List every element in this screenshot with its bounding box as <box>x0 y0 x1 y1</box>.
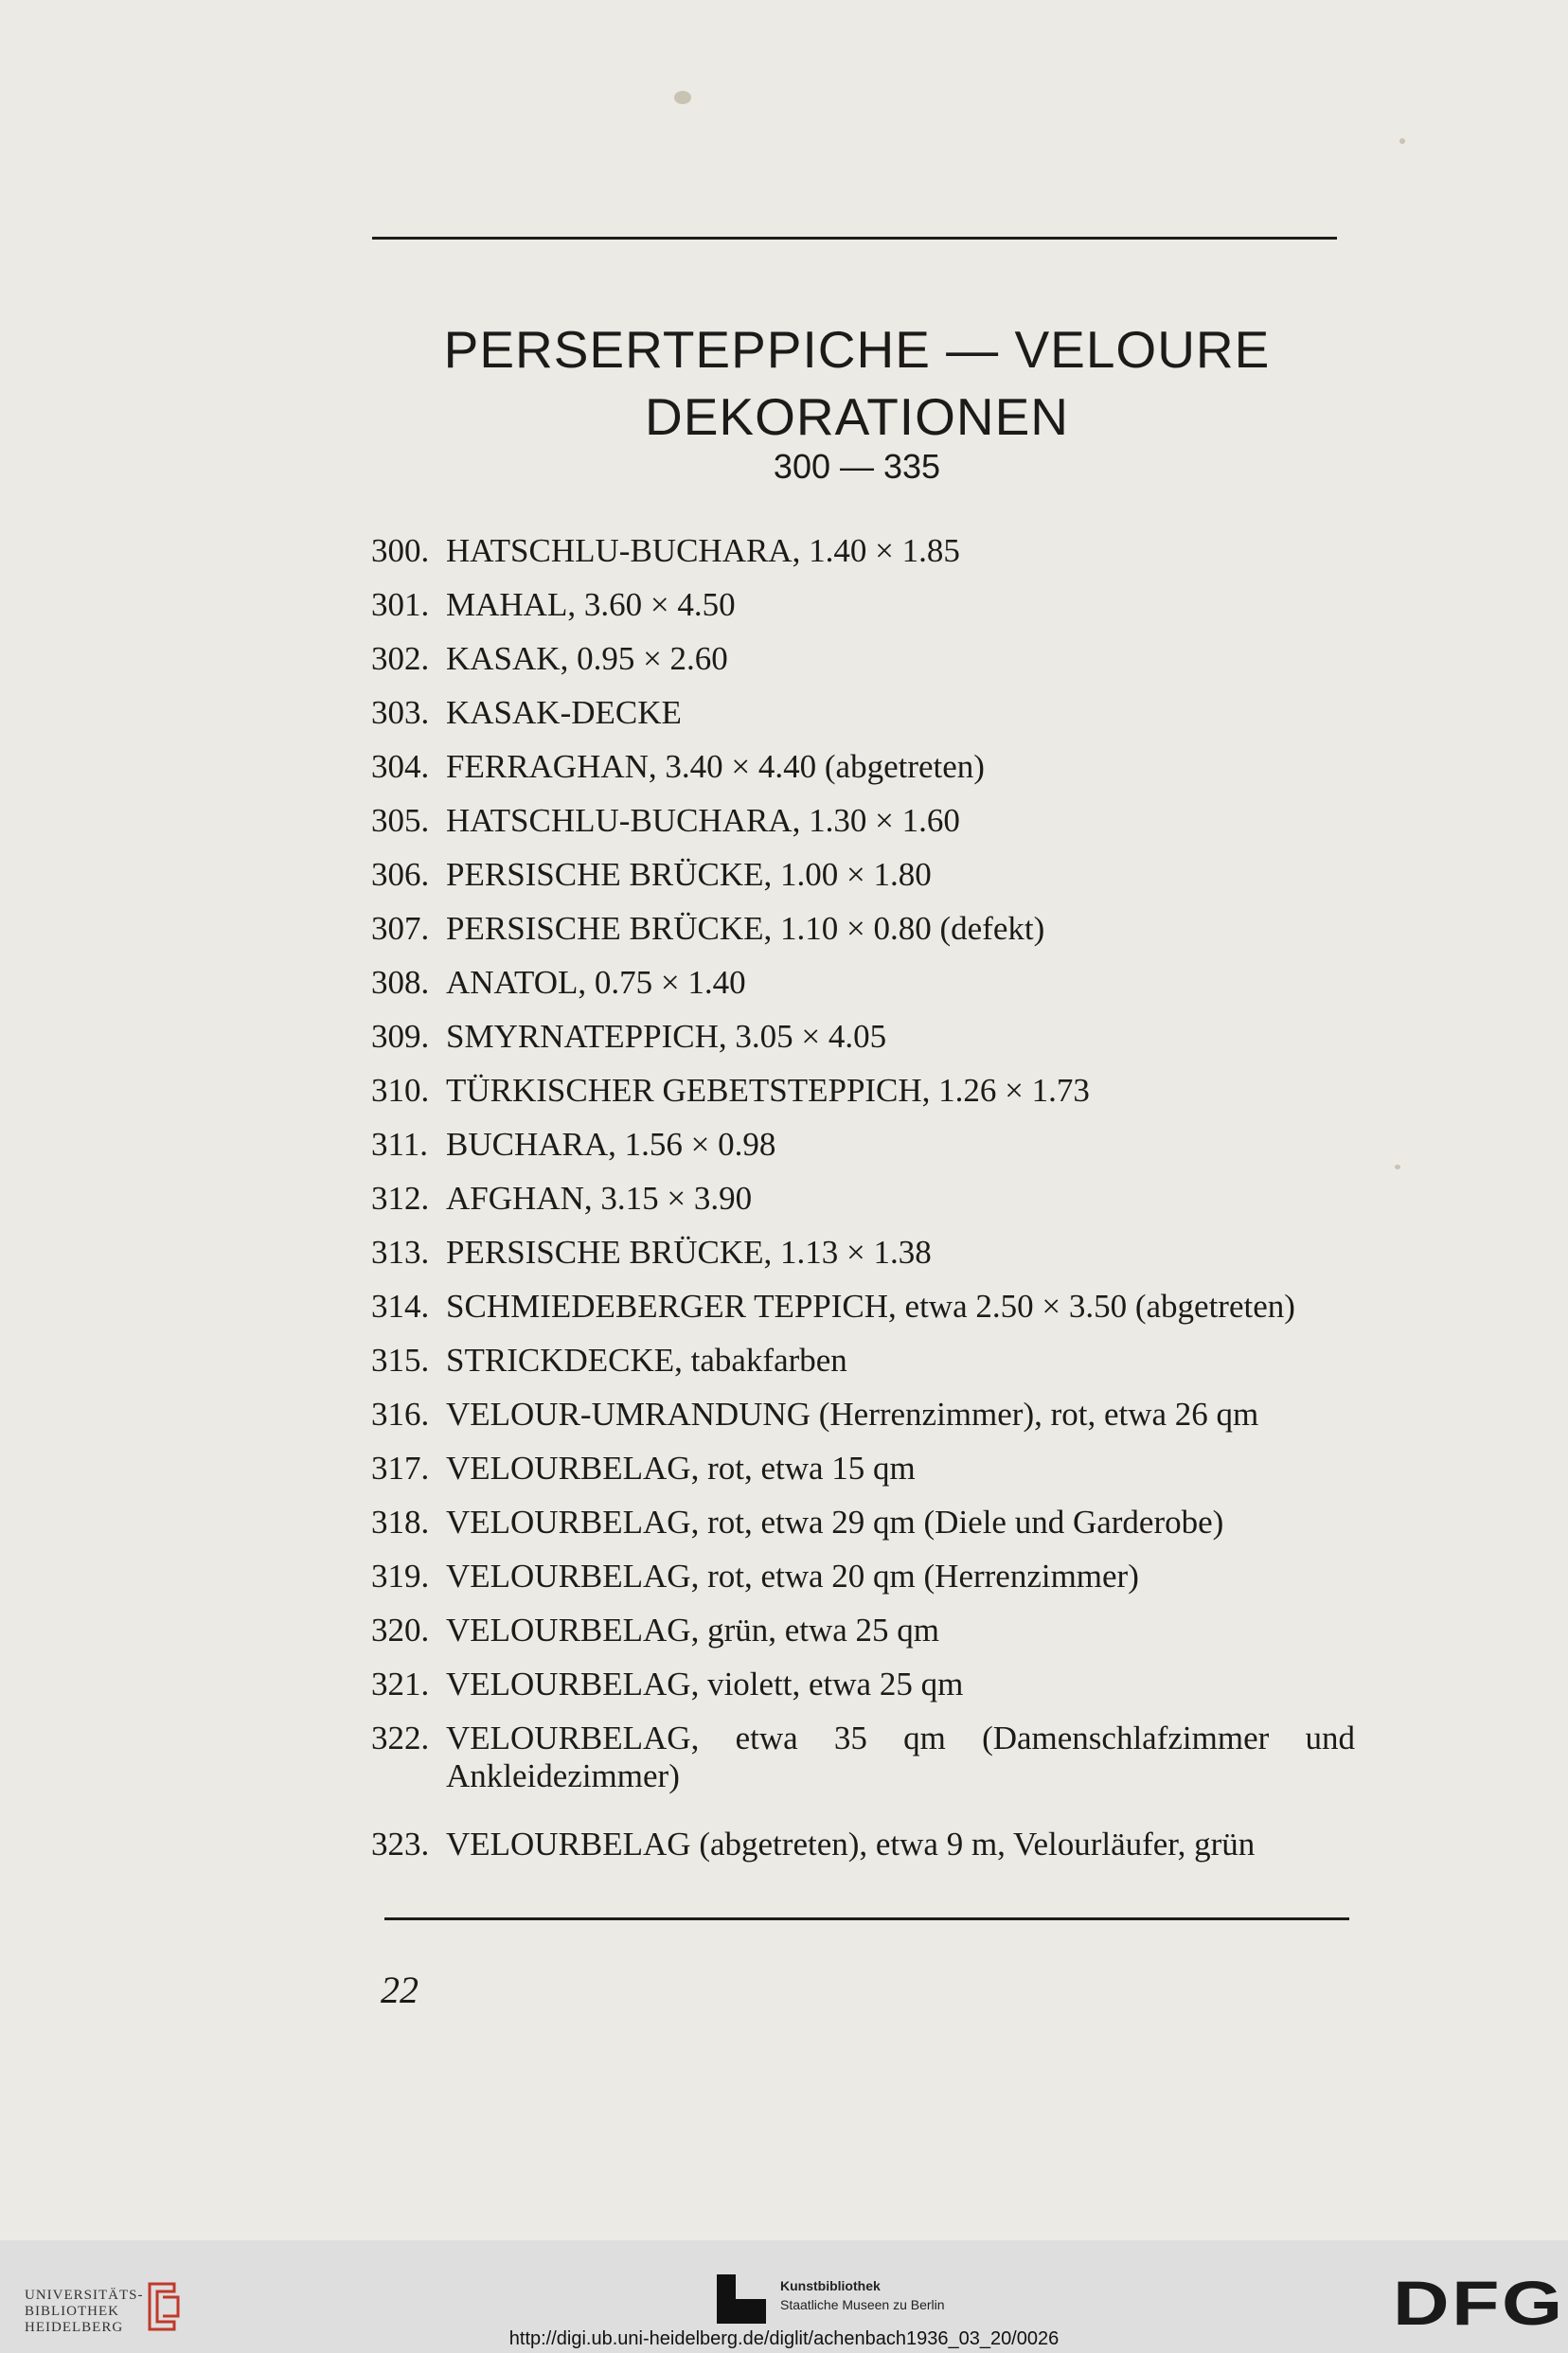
page-title: PERSERTEPPICHE — VELOURE <box>443 320 1271 379</box>
kb-subtitle: Staatliche Museen zu Berlin <box>780 2297 945 2312</box>
lot-number: 322. <box>371 1720 430 1756</box>
lot-number: 316. <box>371 1396 430 1433</box>
lot-entry <box>371 1444 1356 1498</box>
lot-number: 302. <box>371 640 430 677</box>
lot-description: KASAK-DECKE <box>446 694 682 731</box>
lot-description: VELOUR-UMRANDUNG (Herrenzimmer), rot, etwa 26 qm <box>446 1396 1259 1433</box>
digitization-footer <box>0 2240 1568 2353</box>
lot-entry <box>371 850 1356 904</box>
lot-number: 323. <box>371 1826 430 1863</box>
lot-number: 303. <box>371 694 430 731</box>
lot-description: BUCHARA, 1.56 × 0.98 <box>446 1126 776 1163</box>
page-subtitle: DEKORATIONEN <box>645 387 1069 446</box>
lot-description: VELOURBELAG, violett, etwa 25 qm <box>446 1666 964 1702</box>
lot-entry <box>371 1282 1356 1336</box>
lot-number: 312. <box>371 1180 430 1217</box>
lot-description: MAHAL, 3.60 × 4.50 <box>446 586 736 623</box>
lot-description: VELOURBELAG, grün, etwa 25 qm <box>446 1612 940 1649</box>
lot-entry <box>371 1660 1356 1714</box>
bottom-rule <box>384 1917 1349 1920</box>
lot-description: FERRAGHAN, 3.40 × 4.40 (abgetreten) <box>446 748 985 785</box>
lot-entry <box>371 904 1356 958</box>
lot-entry <box>371 1552 1356 1606</box>
lot-entry <box>371 1012 1356 1066</box>
lot-description: VELOURBELAG, rot, etwa 20 qm (Herrenzimmer) <box>446 1558 1139 1595</box>
lot-number: 321. <box>371 1666 430 1702</box>
permalink-url[interactable]: http://digi.ub.uni-heidelberg.de/diglit/achenbach1936_03_20/0026 <box>508 2328 1060 2349</box>
lot-description: PERSISCHE BRÜCKE, 1.00 × 1.80 <box>446 856 932 893</box>
paper-spot <box>1399 138 1405 144</box>
lot-description: HATSCHLU-BUCHARA, 1.40 × 1.85 <box>446 532 960 569</box>
lot-list <box>371 526 1356 1874</box>
lot-number: 313. <box>371 1234 430 1271</box>
lot-description: PERSISCHE BRÜCKE, 1.13 × 1.38 <box>446 1234 932 1271</box>
lot-number: 305. <box>371 802 430 839</box>
dfg-logo[interactable]: DFG <box>1393 2268 1565 2338</box>
lot-entry <box>371 1336 1356 1390</box>
lot-description: SCHMIEDEBERGER TEPPICH, etwa 2.50 × 3.50 (abgetreten) <box>446 1288 1295 1325</box>
lot-entry <box>371 958 1356 1012</box>
lot-entry <box>371 688 1356 742</box>
kunstbibliothek-label <box>780 2276 945 2314</box>
kb-title: Kunstbibliothek <box>780 2278 881 2293</box>
top-rule <box>372 237 1337 240</box>
lot-number: 306. <box>371 856 430 893</box>
lot-description: VELOURBELAG, rot, etwa 15 qm <box>446 1450 916 1487</box>
paper-spot <box>1395 1165 1400 1169</box>
lot-description: VELOURBELAG (abgetreten), etwa 9 m, Velourläufer, grün <box>446 1826 1256 1863</box>
lot-description: TÜRKISCHER GEBETSTEPPICH, 1.26 × 1.73 <box>446 1072 1090 1109</box>
lot-number: 318. <box>371 1504 430 1541</box>
kunstbibliothek-logo-icon[interactable] <box>717 2274 766 2324</box>
lot-number: 308. <box>371 964 430 1001</box>
lot-number: 320. <box>371 1612 430 1649</box>
lot-entry <box>371 580 1356 634</box>
lot-number: 307. <box>371 910 430 947</box>
lot-number: 309. <box>371 1018 430 1055</box>
lot-entry <box>371 1498 1356 1552</box>
lot-entry <box>371 1120 1356 1174</box>
lot-number: 314. <box>371 1288 430 1325</box>
lot-description: HATSCHLU-BUCHARA, 1.30 × 1.60 <box>446 802 960 839</box>
lot-entry <box>371 1714 1356 1820</box>
lot-number: 317. <box>371 1450 430 1487</box>
lot-description: VELOURBELAG, etwa 35 qm (Damenschlafzimmer und Ankleidezimmer) <box>446 1720 1355 1794</box>
paper-spot <box>674 91 691 104</box>
lot-entry <box>371 1228 1356 1282</box>
lot-description: AFGHAN, 3.15 × 3.90 <box>446 1180 753 1217</box>
lot-description: STRICKDECKE, tabakfarben <box>446 1342 847 1379</box>
lot-description: ANATOL, 0.75 × 1.40 <box>446 964 746 1001</box>
lot-entry <box>371 526 1356 580</box>
logo-line: HEIDELBERG <box>25 2320 124 2335</box>
lot-entry <box>371 1174 1356 1228</box>
lot-number: 311. <box>371 1126 428 1163</box>
lot-entry <box>371 1820 1356 1874</box>
lot-description: SMYRNATEPPICH, 3.05 × 4.05 <box>446 1018 887 1055</box>
lot-number: 310. <box>371 1072 430 1109</box>
lot-number: 319. <box>371 1558 430 1595</box>
lot-number: 300. <box>371 532 430 569</box>
logo-line: BIBLIOTHEK <box>25 2304 119 2319</box>
lot-number: 315. <box>371 1342 430 1379</box>
lot-description: KASAK, 0.95 × 2.60 <box>446 640 728 677</box>
page-number: 22 <box>381 1969 419 2011</box>
lot-entry <box>371 1606 1356 1660</box>
heidelberg-emblem-icon <box>142 2278 184 2335</box>
lot-description: VELOURBELAG, rot, etwa 29 qm (Diele und Garderobe) <box>446 1504 1224 1541</box>
lot-number: 301. <box>371 586 430 623</box>
lot-range: 300 — 335 <box>773 447 941 486</box>
lot-entry <box>371 796 1356 850</box>
logo-line: UNIVERSITÄTS- <box>25 2288 144 2303</box>
lot-entry <box>371 1390 1356 1444</box>
lot-number: 304. <box>371 748 430 785</box>
lot-entry <box>371 634 1356 688</box>
lot-entry <box>371 1066 1356 1120</box>
lot-description: PERSISCHE BRÜCKE, 1.10 × 0.80 (defekt) <box>446 910 1045 947</box>
lot-entry <box>371 742 1356 796</box>
